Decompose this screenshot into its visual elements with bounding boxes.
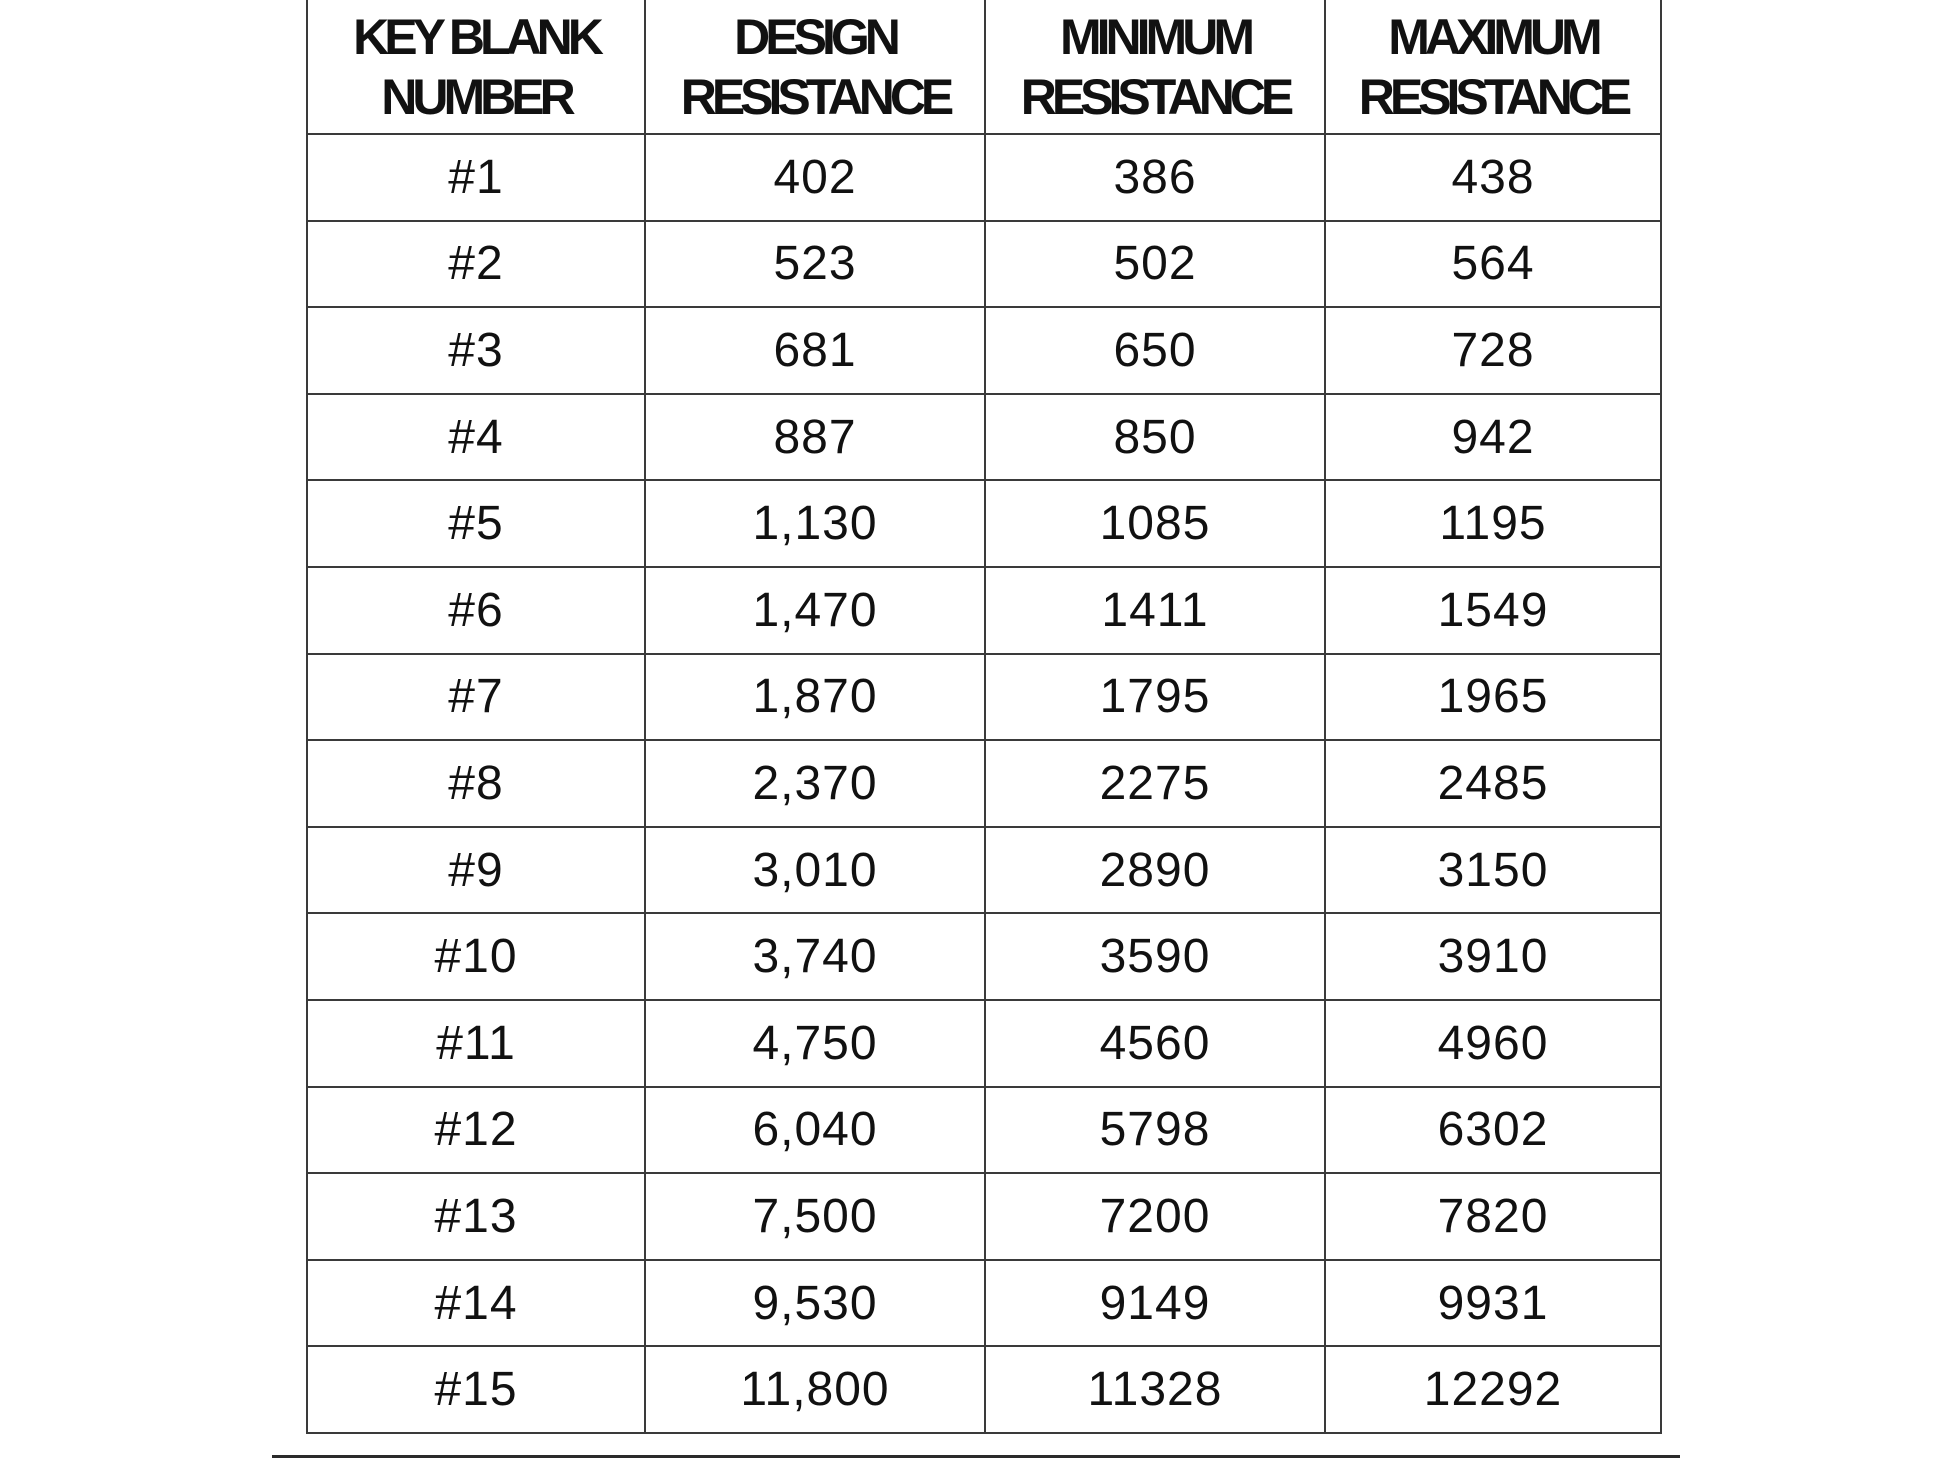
- key-blank-number-cell: #8: [307, 740, 645, 827]
- table-row: [307, 740, 1661, 827]
- maximum-resistance-cell: 564: [1325, 221, 1661, 308]
- table-row: [307, 307, 1661, 394]
- table-row: [307, 827, 1661, 914]
- key-blank-number-cell: #2: [307, 221, 645, 308]
- header-maximum-resistance-line2: RESISTANCE: [1358, 68, 1628, 125]
- maximum-resistance-cell: 3910: [1325, 913, 1661, 1000]
- design-resistance-cell: 1,470: [645, 567, 985, 654]
- key-blank-resistance-table: [306, 0, 1662, 1434]
- minimum-resistance-cell: 2275: [985, 740, 1325, 827]
- design-resistance-cell: 887: [645, 394, 985, 481]
- maximum-resistance-cell: 7820: [1325, 1173, 1661, 1260]
- design-resistance-cell: 6,040: [645, 1087, 985, 1174]
- table-body: [307, 134, 1661, 1433]
- table-row: [307, 134, 1661, 221]
- header-design-resistance: [645, 0, 985, 134]
- key-blank-number-cell: #5: [307, 480, 645, 567]
- maximum-resistance-cell: 1965: [1325, 654, 1661, 741]
- minimum-resistance-cell: 386: [985, 134, 1325, 221]
- maximum-resistance-cell: 942: [1325, 394, 1661, 481]
- design-resistance-cell: 4,750: [645, 1000, 985, 1087]
- table-row: [307, 567, 1661, 654]
- minimum-resistance-cell: 9149: [985, 1260, 1325, 1347]
- design-resistance-cell: 9,530: [645, 1260, 985, 1347]
- minimum-resistance-cell: 1085: [985, 480, 1325, 567]
- table-row: [307, 1000, 1661, 1087]
- minimum-resistance-cell: 4560: [985, 1000, 1325, 1087]
- design-resistance-cell: 11,800: [645, 1346, 985, 1433]
- maximum-resistance-cell: 12292: [1325, 1346, 1661, 1433]
- minimum-resistance-cell: 2890: [985, 827, 1325, 914]
- minimum-resistance-cell: 3590: [985, 913, 1325, 1000]
- header-minimum-resistance: [985, 0, 1325, 134]
- table-row: [307, 480, 1661, 567]
- minimum-resistance-cell: 1411: [985, 567, 1325, 654]
- header-key-blank-number-line1: KEY BLANK: [353, 8, 599, 65]
- maximum-resistance-cell: 4960: [1325, 1000, 1661, 1087]
- header-maximum-resistance: [1325, 0, 1661, 134]
- table-row: [307, 221, 1661, 308]
- maximum-resistance-cell: 3150: [1325, 827, 1661, 914]
- design-resistance-cell: 1,870: [645, 654, 985, 741]
- maximum-resistance-cell: 438: [1325, 134, 1661, 221]
- key-blank-number-cell: #14: [307, 1260, 645, 1347]
- minimum-resistance-cell: 7200: [985, 1173, 1325, 1260]
- key-blank-number-cell: #3: [307, 307, 645, 394]
- design-resistance-cell: 3,010: [645, 827, 985, 914]
- design-resistance-cell: 1,130: [645, 480, 985, 567]
- header-minimum-resistance-line1: MINIMUM: [1060, 8, 1250, 65]
- design-resistance-cell: 2,370: [645, 740, 985, 827]
- table-row: [307, 654, 1661, 741]
- table-row: [307, 913, 1661, 1000]
- table-row: [307, 1260, 1661, 1347]
- design-resistance-cell: 3,740: [645, 913, 985, 1000]
- minimum-resistance-cell: 650: [985, 307, 1325, 394]
- minimum-resistance-cell: 11328: [985, 1346, 1325, 1433]
- key-blank-number-cell: #15: [307, 1346, 645, 1433]
- key-blank-number-cell: #9: [307, 827, 645, 914]
- table-row: [307, 1173, 1661, 1260]
- table-row: [307, 394, 1661, 481]
- key-blank-number-cell: #12: [307, 1087, 645, 1174]
- maximum-resistance-cell: 9931: [1325, 1260, 1661, 1347]
- maximum-resistance-cell: 2485: [1325, 740, 1661, 827]
- table-row: [307, 1346, 1661, 1433]
- header-design-resistance-line2: RESISTANCE: [680, 68, 950, 125]
- minimum-resistance-cell: 502: [985, 221, 1325, 308]
- key-blank-number-cell: #11: [307, 1000, 645, 1087]
- design-resistance-cell: 7,500: [645, 1173, 985, 1260]
- table-header: [307, 0, 1661, 134]
- header-design-resistance-line1: DESIGN: [734, 8, 896, 65]
- maximum-resistance-cell: 6302: [1325, 1087, 1661, 1174]
- header-maximum-resistance-line1: MAXIMUM: [1388, 8, 1598, 65]
- header-key-blank-number-line2: NUMBER: [381, 68, 571, 125]
- maximum-resistance-cell: 728: [1325, 307, 1661, 394]
- maximum-resistance-cell: 1549: [1325, 567, 1661, 654]
- key-blank-number-cell: #7: [307, 654, 645, 741]
- key-blank-number-cell: #4: [307, 394, 645, 481]
- maximum-resistance-cell: 1195: [1325, 480, 1661, 567]
- design-resistance-cell: 523: [645, 221, 985, 308]
- header-minimum-resistance-line2: RESISTANCE: [1020, 68, 1290, 125]
- bottom-divider-line: [272, 1455, 1680, 1458]
- header-key-blank-number: [307, 0, 645, 134]
- key-blank-number-cell: #1: [307, 134, 645, 221]
- design-resistance-cell: 402: [645, 134, 985, 221]
- minimum-resistance-cell: 5798: [985, 1087, 1325, 1174]
- minimum-resistance-cell: 1795: [985, 654, 1325, 741]
- table-row: [307, 1087, 1661, 1174]
- header-row: [307, 0, 1661, 134]
- key-blank-number-cell: #13: [307, 1173, 645, 1260]
- minimum-resistance-cell: 850: [985, 394, 1325, 481]
- design-resistance-cell: 681: [645, 307, 985, 394]
- key-blank-number-cell: #10: [307, 913, 645, 1000]
- key-blank-number-cell: #6: [307, 567, 645, 654]
